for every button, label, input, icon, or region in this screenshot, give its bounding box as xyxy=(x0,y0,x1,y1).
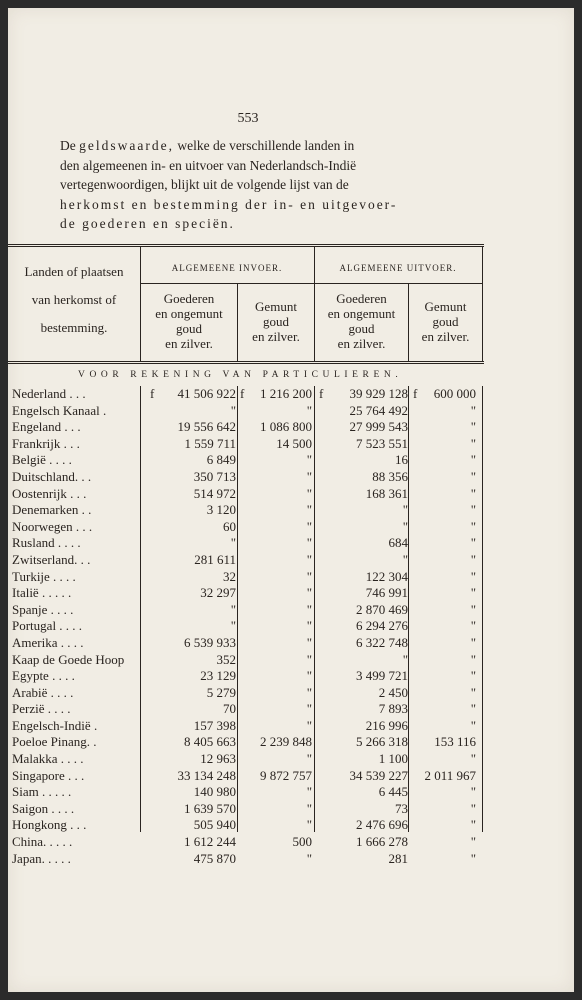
currency-mark: f xyxy=(150,386,155,401)
row-label: Hongkong . . . xyxy=(12,817,87,833)
currency-mark: f xyxy=(319,386,324,401)
row-value: 1 100 xyxy=(378,751,408,767)
row-value: " xyxy=(470,419,476,435)
table-row xyxy=(8,519,484,536)
row-value: 475 870 xyxy=(193,850,236,866)
header-invoer-goederen: Goederen en ongemunt goud en zilver. xyxy=(155,291,223,351)
row-value: " xyxy=(306,402,312,418)
row-value: " xyxy=(402,518,408,534)
table-row xyxy=(8,652,484,669)
row-value: " xyxy=(470,668,476,684)
row-value: 5 279 xyxy=(206,684,236,700)
row-value: " xyxy=(470,834,476,850)
row-label: Poeloe Pinang. . xyxy=(12,734,97,750)
book-page xyxy=(8,8,574,992)
row-value: " xyxy=(306,601,312,617)
row-value: 73 xyxy=(395,800,408,816)
row-value: 153 116 xyxy=(434,734,476,750)
row-value: " xyxy=(470,551,476,567)
row-value: 60 xyxy=(223,518,236,534)
row-value: " xyxy=(306,817,312,833)
row-value: " xyxy=(230,618,236,634)
row-value: " xyxy=(470,452,476,468)
row-label: Turkije . . . . xyxy=(12,568,76,584)
row-value: 88 356 xyxy=(372,468,408,484)
row-value: " xyxy=(306,668,312,684)
row-value: 2 870 469 xyxy=(356,601,408,617)
row-value: 32 xyxy=(223,568,236,584)
row-value: " xyxy=(306,468,312,484)
table-row xyxy=(8,486,484,503)
intro-text: den algemeenen in- en uitvoer van Nederlandsch-Indië xyxy=(60,157,357,173)
row-value: 500 xyxy=(292,834,312,850)
row-value: 684 xyxy=(388,535,408,551)
row-value: " xyxy=(470,568,476,584)
row-label: Arabië . . . . xyxy=(12,684,74,700)
table-row xyxy=(8,834,484,851)
row-value: 1 086 800 xyxy=(260,419,312,435)
row-label: Perzië . . . . xyxy=(12,701,71,717)
row-value: 8 405 663 xyxy=(184,734,236,750)
row-label: Egypte . . . . xyxy=(12,668,75,684)
row-label: Singapore . . . xyxy=(12,767,85,783)
row-value: " xyxy=(306,535,312,551)
header-uitvoer: ALGEMEENE UITVOER. xyxy=(339,263,457,273)
row-value: 1 612 244 xyxy=(184,834,236,850)
intro-text: geldswaarde, xyxy=(79,138,174,153)
currency-mark: f xyxy=(240,386,245,401)
row-value: 216 996 xyxy=(365,717,408,733)
table-row xyxy=(8,734,484,751)
row-value: " xyxy=(306,717,312,733)
row-value: " xyxy=(306,684,312,700)
row-value: " xyxy=(306,784,312,800)
row-value: 6 322 748 xyxy=(356,634,408,650)
row-label: China. . . . . xyxy=(12,834,73,850)
row-value: 2 011 967 xyxy=(424,767,476,783)
row-value: 600 000 xyxy=(433,386,476,401)
row-value: " xyxy=(230,402,236,418)
table-header xyxy=(8,244,484,364)
row-value: 16 xyxy=(395,452,408,468)
row-value: " xyxy=(470,784,476,800)
row-value: " xyxy=(470,502,476,518)
row-label: Nederland . . . xyxy=(12,386,86,401)
header-invoer-gemunt: Gemunt goud en zilver. xyxy=(252,299,300,344)
table-row xyxy=(8,602,484,619)
intro-text: de goederen en speciën. xyxy=(60,216,235,231)
currency-mark: f xyxy=(413,386,418,401)
table-row xyxy=(8,768,484,785)
table-row xyxy=(8,801,484,818)
row-label: Portugal . . . . xyxy=(12,618,83,634)
row-value: 5 266 318 xyxy=(356,734,408,750)
table-row xyxy=(8,851,484,868)
table-row xyxy=(8,635,484,652)
row-value: 746 991 xyxy=(365,585,408,601)
section-title: VOOR REKENING VAN PARTICULIEREN. xyxy=(78,370,403,380)
table-row xyxy=(8,585,484,602)
row-value: " xyxy=(470,585,476,601)
row-value: 1 559 711 xyxy=(184,435,236,451)
row-value: " xyxy=(402,551,408,567)
row-value: 41 506 922 xyxy=(177,386,236,401)
row-value: " xyxy=(306,800,312,816)
row-value: 39 929 128 xyxy=(349,386,408,401)
row-value: " xyxy=(470,817,476,833)
row-value: 281 xyxy=(388,850,408,866)
row-label: Zwitserland. . . xyxy=(12,551,91,567)
row-label: België . . . . xyxy=(12,452,72,468)
row-value: 7 523 551 xyxy=(356,435,408,451)
row-label: Noorwegen . . . xyxy=(12,518,93,534)
row-value: 2 239 848 xyxy=(260,734,312,750)
table-row xyxy=(8,569,484,586)
row-label: Saigon . . . . xyxy=(12,800,75,816)
row-value: 3 499 721 xyxy=(356,668,408,684)
row-label: Duitschland. . . xyxy=(12,468,92,484)
table-row xyxy=(8,386,484,403)
header-invoer: ALGEMEENE INVOER. xyxy=(171,263,283,273)
row-value: 33 134 248 xyxy=(177,767,236,783)
table-row xyxy=(8,419,484,436)
row-value: " xyxy=(306,701,312,717)
row-value: 3 120 xyxy=(206,502,236,518)
row-label: Engelsch Kanaal . xyxy=(12,402,107,418)
row-value: " xyxy=(306,618,312,634)
row-label: Italië . . . . . xyxy=(12,585,72,601)
row-value: " xyxy=(470,651,476,667)
row-value: 6 539 933 xyxy=(184,634,236,650)
row-value: 505 940 xyxy=(193,817,236,833)
row-value: " xyxy=(470,485,476,501)
row-value: " xyxy=(470,717,476,733)
row-label: Frankrijk . . . xyxy=(12,435,80,451)
table-row xyxy=(8,784,484,801)
row-value: " xyxy=(470,402,476,418)
row-label: Denemarken . . xyxy=(12,502,92,518)
intro-text: De xyxy=(60,138,76,153)
table-row xyxy=(8,436,484,453)
header-uitvoer-goederen: Goederen en ongemunt goud en zilver. xyxy=(327,291,396,351)
row-value: 2 450 xyxy=(378,684,408,700)
row-value: " xyxy=(306,651,312,667)
table-row xyxy=(8,817,484,834)
row-value: 1 639 570 xyxy=(184,800,236,816)
row-value: " xyxy=(306,502,312,518)
row-value: " xyxy=(470,468,476,484)
row-label: Engelsch-Indië . xyxy=(12,717,98,733)
row-value: 1 666 278 xyxy=(356,834,408,850)
row-value: 350 713 xyxy=(193,468,236,484)
row-label: Japan. . . . . xyxy=(12,850,71,866)
row-value: " xyxy=(470,618,476,634)
row-label: Malakka . . . . xyxy=(12,751,84,767)
table-row xyxy=(8,618,484,635)
row-value: 122 304 xyxy=(365,568,408,584)
row-value: " xyxy=(470,518,476,534)
row-value: " xyxy=(306,751,312,767)
row-value: " xyxy=(470,535,476,551)
table-row xyxy=(8,469,484,486)
row-value: 32 297 xyxy=(200,585,236,601)
table-row xyxy=(8,751,484,768)
table-row xyxy=(8,535,484,552)
row-label: Engeland . . . xyxy=(12,419,81,435)
header-uitvoer-gemunt: Gemunt goud en zilver. xyxy=(421,299,470,344)
row-value: 6 445 xyxy=(378,784,408,800)
row-value: " xyxy=(230,535,236,551)
row-value: " xyxy=(470,701,476,717)
row-value: " xyxy=(306,551,312,567)
table-row xyxy=(8,452,484,469)
table-row xyxy=(8,502,484,519)
table-row xyxy=(8,668,484,685)
intro-text: herkomst en bestemming der in- en uitgevoer- xyxy=(60,196,398,212)
row-value: 14 500 xyxy=(276,435,312,451)
row-value: " xyxy=(306,452,312,468)
table-row xyxy=(8,718,484,735)
row-value: 34 539 227 xyxy=(349,767,408,783)
row-label: Amerika . . . . xyxy=(12,634,84,650)
row-value: 2 476 696 xyxy=(356,817,408,833)
table-row xyxy=(8,552,484,569)
row-value: 1 216 200 xyxy=(260,386,312,401)
row-label: Kaap de Goede Hoop xyxy=(12,651,125,667)
row-value: " xyxy=(306,634,312,650)
row-value: " xyxy=(306,518,312,534)
row-value: 352 xyxy=(216,651,236,667)
row-value: 19 556 642 xyxy=(177,419,236,435)
row-label: Siam . . . . . xyxy=(12,784,72,800)
row-value: 27 999 543 xyxy=(349,419,408,435)
row-value: " xyxy=(402,502,408,518)
row-value: " xyxy=(306,485,312,501)
row-value: " xyxy=(470,435,476,451)
row-value: 514 972 xyxy=(193,485,236,501)
row-value: " xyxy=(470,684,476,700)
row-value: " xyxy=(470,601,476,617)
row-value: " xyxy=(470,751,476,767)
row-value: 25 764 492 xyxy=(349,402,408,418)
page-number: 553 xyxy=(237,111,259,126)
row-value: 168 361 xyxy=(365,485,408,501)
row-value: " xyxy=(470,850,476,866)
row-value: 9 872 757 xyxy=(260,767,312,783)
row-value: " xyxy=(306,585,312,601)
row-value: " xyxy=(306,850,312,866)
row-value: 6 294 276 xyxy=(356,618,408,634)
row-value: " xyxy=(306,568,312,584)
table-body xyxy=(8,386,484,867)
row-value: 12 963 xyxy=(200,751,236,767)
row-label: Rusland . . . . xyxy=(12,535,81,551)
row-value: 157 398 xyxy=(193,717,236,733)
header-landen: Landen of plaatsen van herkomst of bestemming. xyxy=(24,264,124,335)
row-value: 70 xyxy=(223,701,236,717)
row-value: 140 980 xyxy=(193,784,236,800)
row-value: " xyxy=(470,800,476,816)
table-row xyxy=(8,701,484,718)
table-row xyxy=(8,403,484,420)
row-value: " xyxy=(402,651,408,667)
intro-text: vertegenwoordigen, blijkt uit de volgende lijst van de xyxy=(60,177,349,192)
row-value: " xyxy=(470,634,476,650)
row-value: 7 893 xyxy=(378,701,408,717)
row-value: 6 849 xyxy=(206,452,236,468)
intro-text: welke de verschillende landen in xyxy=(177,138,355,153)
row-label: Oostenrijk . . . xyxy=(12,485,87,501)
row-value: 281 611 xyxy=(194,551,236,567)
row-label: Spanje . . . . xyxy=(12,601,74,617)
table-row xyxy=(8,685,484,702)
row-value: " xyxy=(230,601,236,617)
intro-paragraph xyxy=(60,136,438,234)
row-value: 23 129 xyxy=(200,668,236,684)
